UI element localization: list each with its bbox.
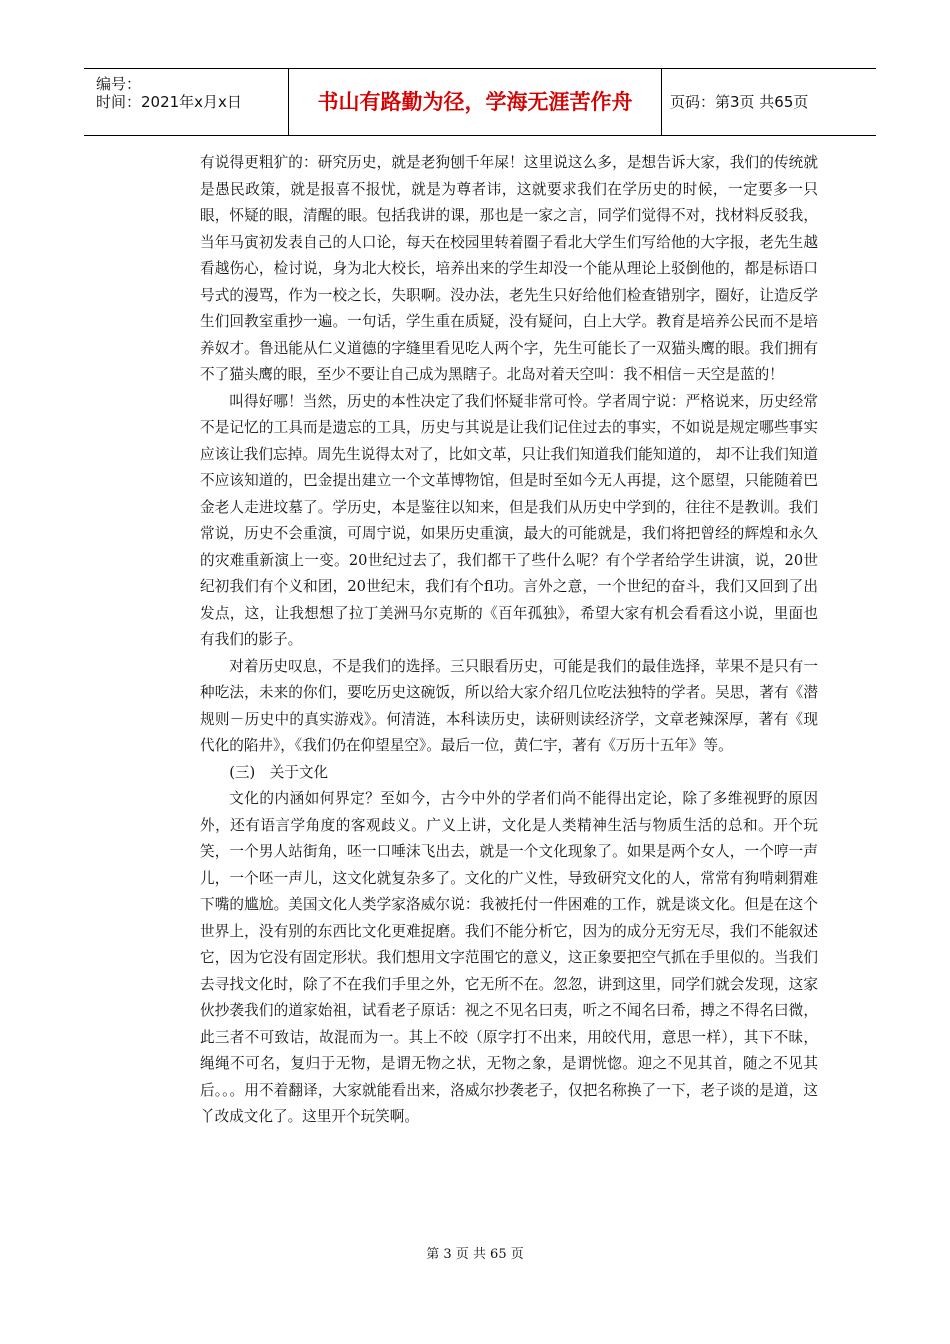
paragraph-2: 叫得好哪！当然，历史的本性决定了我们怀疑非常可怜。学者周宁说：严格说来，历史经常不是记忆的工具而是遗忘的工具，历史与其说是让我们记住过去的事实，不如说是规定哪些事实应该让我们忘掉。周先生说得太对了，比如文革，只让我们知道我们能知道的， 却不让我们知道不应该知道的，巴金提出建立一个文革博物馆，但是时至如今无人再提，这个愿望，只能随着巴金老人走进坟墓了。学历史，本是鉴往以知来，但是我们从历史中学到的，往往不是教训。我们常说，历史不会重演，可周宁说，如果历史重演，最大的可能就是，我们将把曾经的辉煌和永久的灾难重新演上一变。20世纪过去了，我们都干了些什么呢？有个学者给学生讲演，说，20世纪初我们有个义和团，20世纪末，我们有个fl功。言外之意，一个世纪的奋斗，我们又回到了出发点，这，让我想想了拉丁美洲马尔克斯的《百年孤独》，希望大家有机会看看这小说，里面也有我们的影子。 — [200, 392, 818, 648]
document-body — [200, 150, 818, 1131]
page-footer: 第 3 页 共 65 页 — [426, 1247, 524, 1262]
section-heading: (三) 关于文化 — [229, 763, 329, 781]
paragraph-3: 对着历史叹息，不是我们的选择。三只眼看历史，可能是我们的最佳选择，苹果不是只有一种吃法，未来的你们，要吃历史这碗饭，所以给大家介绍几位吃法独特的学者。吴思，著有《潜规则－历史中的真实游戏》。何清涟，本科读历史，读研则读经济学，文章老辣深厚，著有《现代化的陷井》，《我们仍在仰望星空》。最后一位，黄仁宇，著有《万历十五年》等。 — [200, 657, 818, 754]
number-label: 编号： — [96, 75, 142, 93]
paragraph-1: 有说得更粗犷的：研究历史，就是老狗刨千年屎！这里说这么多，是想告诉大家，我们的传统就是愚民政策，就是报喜不报忧，就是为尊者讳，这就要求我们在学历史的时候，一定要多一只眼，怀疑的眼，清醒的眼。包括我讲的课，那也是一家之言，同学们觉得不对，找材料反驳我，当年马寅初发表自己的人口论，每天在校园里转着圈子看北大学生们写给他的大字报，老先生越看越伤心，检讨说，身为北大校长，培养出来的学生却没一个能从理论上驳倒他的，都是标语口号式的漫骂，作为一校之长，失职啊。没办法，老先生只好给他们检查错别字，圈好，让造反学生们回教室重抄一遍。一句话，学生重在质疑，没有疑问，白上大学。教育是培养公民而不是培养奴才。鲁迅能从仁义道德的字缝里看见吃人两个字，先生可能长了一双猫头鹰的眼。我们拥有不了猫头鹰的眼，至少不要让自己成为黑瞎子。北岛对着天空叫：我不相信－天空是蓝的！ — [200, 154, 818, 383]
header-meta — [84, 69, 288, 135]
page-header — [84, 68, 876, 136]
time-label: 时间：2021年x月x日 — [96, 93, 242, 111]
header-page-label: 页码：第3页 共65页 — [670, 93, 809, 111]
header-motto: 书山有路勤为径，学海无涯苦作舟 — [288, 69, 662, 135]
paragraph-4: 文化的内涵如何界定？至如今，古今中外的学者们尚不能得出定论，除了多维视野的原因外，还有语言学角度的客观歧义。广义上讲，文化是人类精神生活与物质生活的总和。开个玩笑，一个男人站街角，呸一口唾沫飞出去，就是一个文化现象了。如果是两个女人，一个哼一声儿，一个呸一声儿，这文化就复杂多了。文化的广义性，导致研究文化的人，常常有狗啃刺猬难下嘴的尴尬。美国文化人类学家洛威尔说：我被托付一件困难的工作，就是谈文化。但是在这个世界上，没有别的东西比文化更难捉磨。我们不能分析它，因为的成分无穷无尽，我们不能叙述它，因为它没有固定形状。我们想用文字范围它的意义，这正象要把空气抓在手里似的。当我们去寻找文化时，除了不在我们手里之外，它无所不在。忽忽，讲到这里，同学们就会发现，这家伙抄袭我们的道家始祖，试看老子原话：视之不见名曰夷，听之不闻名曰希，搏之不得名曰微，此三者不可致诘，故混而为一。其上不皎（原字打不出来，用皎代用，意思一样），其下不昧，绳绳不可名，复归于无物，是谓无物之状，无物之象，是谓恍惚。迎之不见其首，随之不见其后。。。用不着翻译，大家就能看出来，洛威尔抄袭老子，仅把名称换了一下，老子谈的是道，这丫改成文化了。这里开个玩笑啊。 — [200, 790, 818, 1125]
